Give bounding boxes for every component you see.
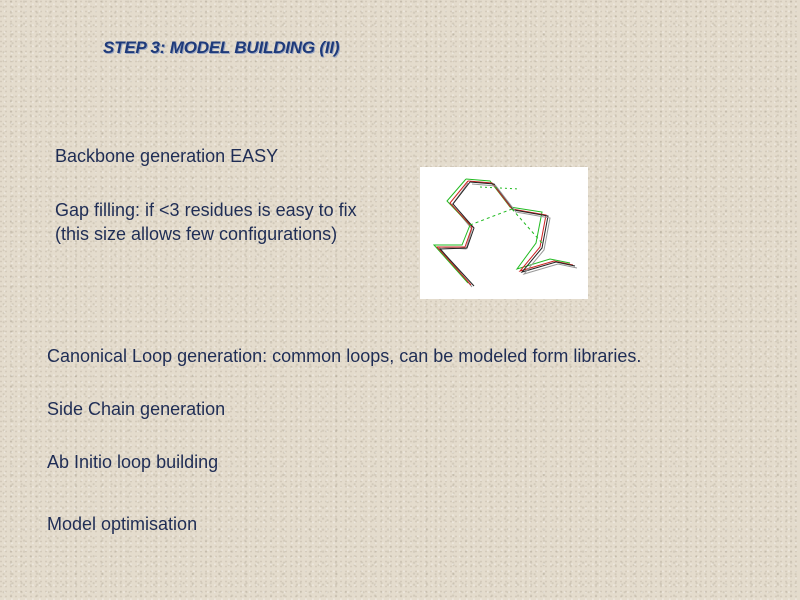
- backbone-right-green: [466, 179, 570, 269]
- text-side-chain: Side Chain generation: [47, 399, 226, 419]
- text-canonical-loop: Canonical Loop generation: common loops, can be modeled form libraries.: [47, 346, 642, 366]
- backbone-right-red: [468, 181, 573, 271]
- text-gap-note: (this size allows few configurations): [55, 224, 338, 244]
- page-title: STEP 3: MODEL BUILDING (II): [103, 38, 340, 57]
- backbone-strand-green: [434, 179, 470, 283]
- text-model-optimisation: Model optimisation: [47, 514, 198, 534]
- protein-backbone-figure: [420, 167, 588, 299]
- text-backbone-generation: Backbone generation EASY: [55, 146, 279, 166]
- text-gap-filling: Gap filling: if <3 residues is easy to fix: [55, 200, 357, 220]
- backbone-dashed-link: [480, 187, 520, 189]
- backbone-right-black: [470, 182, 575, 272]
- text-ab-initio: Ab Initio loop building: [47, 452, 219, 472]
- protein-backbone-icon: [420, 167, 588, 299]
- backbone-strand-gray: [439, 183, 472, 287]
- backbone-right-gray: [472, 184, 577, 274]
- backbone-dashed-link: [470, 209, 512, 225]
